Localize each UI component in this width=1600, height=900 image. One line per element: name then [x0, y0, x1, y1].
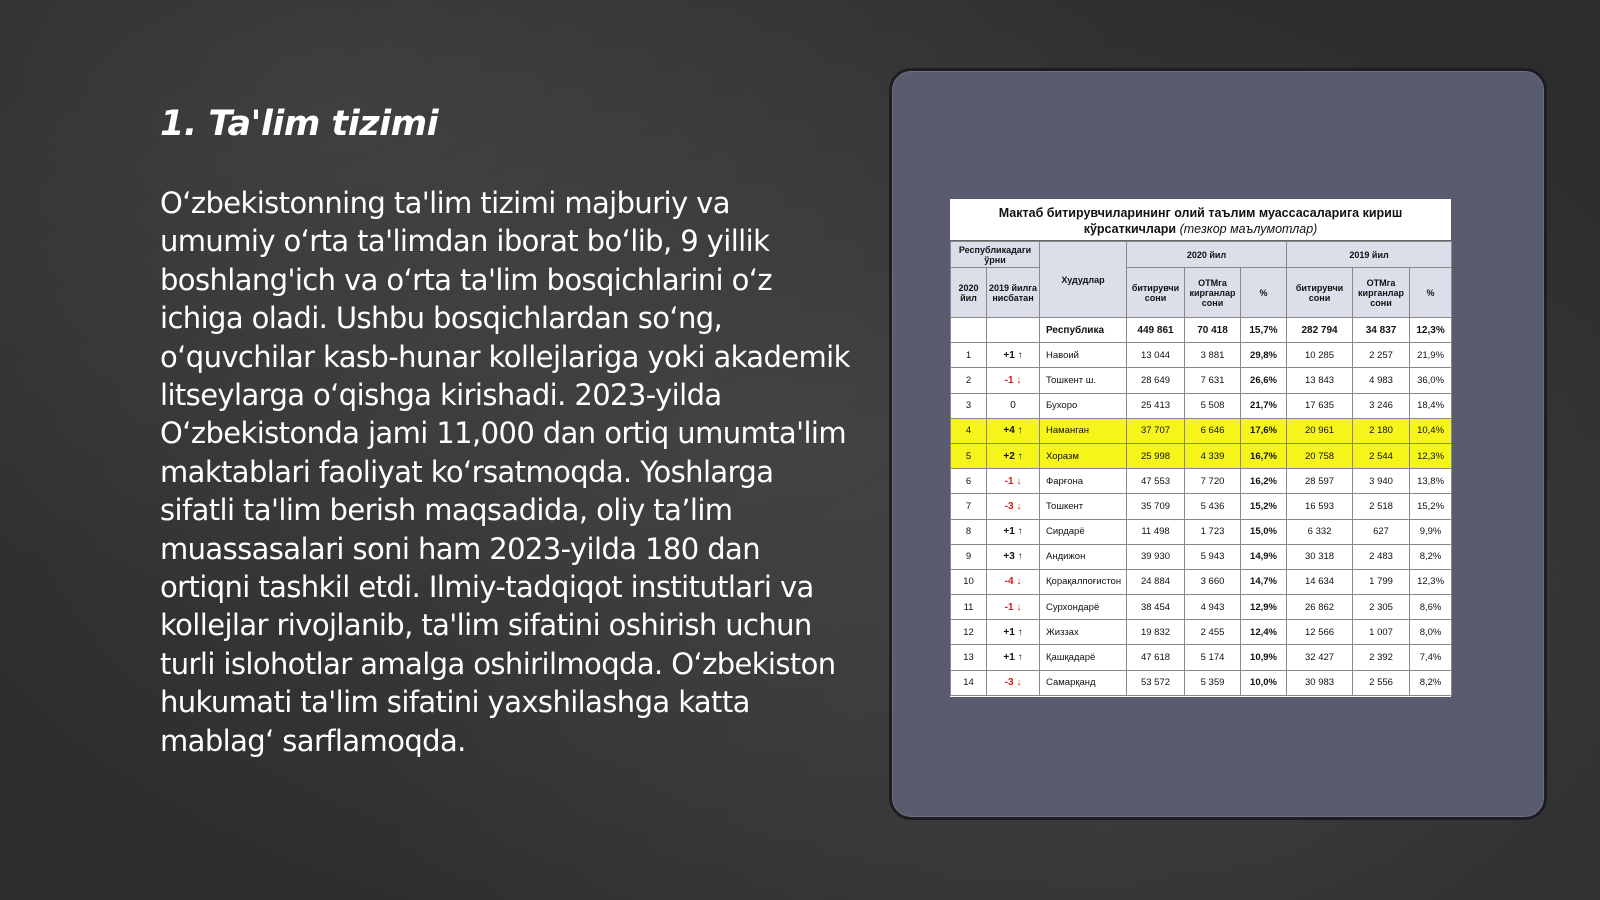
- table-row: [951, 343, 1452, 368]
- table-row: [951, 368, 1452, 393]
- graduates-2019: 13 843: [1287, 368, 1353, 393]
- arrow-down-icon: ↓: [1013, 677, 1022, 689]
- percent-2019: 8,0%: [1410, 620, 1452, 645]
- change-cell: [987, 418, 1040, 443]
- region-cell: Сурхондарё: [1040, 595, 1127, 620]
- entered-2019: 3 246: [1353, 393, 1410, 418]
- table-caption-title: Мактаб битирувчиларининг олий таълим муассасаларига кириш кўрсаткичлари: [998, 206, 1403, 236]
- rank-cell: 14: [951, 670, 987, 695]
- region-cell: Самарқанд: [1040, 670, 1127, 695]
- percent-2019: 15,2%: [1410, 494, 1452, 519]
- change-cell: [987, 494, 1040, 519]
- entered-2020: 2 455: [1185, 620, 1241, 645]
- change-cell: [987, 469, 1040, 494]
- total-rank-cell: [951, 318, 987, 343]
- graduates-2020: 25 998: [1127, 443, 1185, 468]
- region-cell: Фарғона: [1040, 469, 1127, 494]
- change-cell: [987, 645, 1040, 670]
- change-cell: [987, 343, 1040, 368]
- graduates-2020: 47 618: [1127, 645, 1185, 670]
- header-rank-group: Республикадаги ўрни: [951, 242, 1040, 268]
- entered-2019: 2 392: [1353, 645, 1410, 670]
- table-row: [951, 443, 1452, 468]
- rank-change-value: +1: [1003, 349, 1015, 361]
- entered-2020: 7 631: [1185, 368, 1241, 393]
- percent-2019: 10,4%: [1410, 418, 1452, 443]
- rank-change-value: 0: [1010, 400, 1016, 412]
- percent-2019: 9,9%: [1410, 519, 1452, 544]
- change-cell: [987, 670, 1040, 695]
- entered-2019: 4 983: [1353, 368, 1410, 393]
- percent-2020: 21,7%: [1241, 393, 1287, 418]
- table-caption: [950, 199, 1451, 241]
- table-caption-note: (тезкор маълумотлар): [1179, 222, 1318, 236]
- table-body: [951, 318, 1452, 696]
- header-percent-2020: %: [1241, 268, 1287, 318]
- table-row: [951, 645, 1452, 670]
- arrow-down-icon: ↓: [1013, 374, 1022, 386]
- graduates-2020: 39 930: [1127, 544, 1185, 569]
- rank-change-value: +2: [1003, 450, 1015, 462]
- rank-change-value: -3: [1004, 500, 1014, 512]
- region-cell: Сирдарё: [1040, 519, 1127, 544]
- region-cell: Тошкент ш.: [1040, 368, 1127, 393]
- statistics-table: [950, 241, 1452, 696]
- graduates-2019: 14 634: [1287, 569, 1353, 594]
- percent-2020: 10,0%: [1241, 670, 1287, 695]
- percent-2020: 17,6%: [1241, 418, 1287, 443]
- graduates-2020: 53 572: [1127, 670, 1185, 695]
- graduates-2019: 17 635: [1287, 393, 1353, 418]
- region-cell: Тошкент: [1040, 494, 1127, 519]
- entered-2019: 2 180: [1353, 418, 1410, 443]
- percent-2020: 14,7%: [1241, 569, 1287, 594]
- arrow-up-icon: ↑: [1014, 626, 1023, 638]
- change-cell: [987, 443, 1040, 468]
- table-row: [951, 544, 1452, 569]
- entered-2019: 2 483: [1353, 544, 1410, 569]
- rank-cell: 11: [951, 595, 987, 620]
- entered-2020: 4 943: [1185, 595, 1241, 620]
- entered-2019: 2 518: [1353, 494, 1410, 519]
- graduates-2019: 30 983: [1287, 670, 1353, 695]
- percent-2020: 26,6%: [1241, 368, 1287, 393]
- total-percent-2020: 15,7%: [1241, 318, 1287, 343]
- rank-change-value: +3: [1003, 551, 1015, 563]
- graduates-2020: 37 707: [1127, 418, 1185, 443]
- entered-2019: 2 257: [1353, 343, 1410, 368]
- header-graduates-2020: битирувчи сони: [1127, 268, 1185, 318]
- region-cell: Навоий: [1040, 343, 1127, 368]
- rank-cell: 8: [951, 519, 987, 544]
- percent-2020: 15,2%: [1241, 494, 1287, 519]
- slide-body-text: O‘zbekistonning ta'lim tizimi majburiy va umumiy o‘rta ta'limdan iborat bo‘lib, 9 yillik boshlang'ich va o‘rta ta'lim bosqichlarini o‘z ichiga oladi. Ushbu bosqichlardan so‘ng, o‘quvchilar kasb-hunar kollejlariga yoki akademik litseylarga o‘qishga kirishadi. 2023-yilda O‘zbekistonda jami 11,000 dan ortiq umumta'lim maktablari faoliyat ko‘rsatmoqda. Yoshlarga sifatli ta'lim berish maqsadida, oliy ta’lim muassasalari soni ham 2023-yilda 180 dan ortiqni tashkil etdi. Ilmiy-tadqiqot institutlari va kollejlar rivojlanib, ta'lim sifatini oshirish uchun turli islohotlar amalga oshirilmoqda. O‘zbekiston hukumati ta'lim sifatini yaxshilashga katta mablag‘ sarflamoqda.: [160, 186, 850, 758]
- arrow-up-icon: ↑: [1014, 551, 1023, 563]
- header-entered-2019: ОТМга кирганлар сони: [1353, 268, 1410, 318]
- change-cell: [987, 519, 1040, 544]
- arrow-down-icon: ↓: [1013, 500, 1022, 512]
- arrow-up-icon: ↑: [1014, 450, 1023, 462]
- entered-2020: 6 646: [1185, 418, 1241, 443]
- rank-change-value: -1: [1004, 475, 1014, 487]
- table-row: [951, 519, 1452, 544]
- total-entered-2019: 34 837: [1353, 318, 1410, 343]
- entered-2020: 5 359: [1185, 670, 1241, 695]
- rank-cell: 9: [951, 544, 987, 569]
- graduates-2020: 28 649: [1127, 368, 1185, 393]
- arrow-up-icon: ↑: [1014, 425, 1023, 437]
- graduates-2020: 13 044: [1127, 343, 1185, 368]
- percent-2019: 21,9%: [1410, 343, 1452, 368]
- graduates-2020: 35 709: [1127, 494, 1185, 519]
- total-region: Республика: [1040, 318, 1127, 343]
- arrow-down-icon: ↓: [1013, 576, 1022, 588]
- graduates-2020: 19 832: [1127, 620, 1185, 645]
- entered-2020: 1 723: [1185, 519, 1241, 544]
- entered-2020: 3 881: [1185, 343, 1241, 368]
- header-rank-change: 2019 йилга нисбатан: [987, 268, 1040, 318]
- change-cell: [987, 569, 1040, 594]
- percent-2020: 12,9%: [1241, 595, 1287, 620]
- header-rank-2020: 2020 йил: [951, 268, 987, 318]
- rank-change-value: -1: [1004, 374, 1014, 386]
- entered-2019: 2 305: [1353, 595, 1410, 620]
- arrow-up-icon: ↑: [1014, 349, 1023, 361]
- change-cell: [987, 393, 1040, 418]
- arrow-down-icon: ↓: [1013, 601, 1022, 613]
- rank-change-value: +1: [1003, 526, 1015, 538]
- region-cell: Қашқадарё: [1040, 645, 1127, 670]
- graduates-2020: 24 884: [1127, 569, 1185, 594]
- percent-2019: 8,6%: [1410, 595, 1452, 620]
- entered-2020: 3 660: [1185, 569, 1241, 594]
- entered-2020: 5 174: [1185, 645, 1241, 670]
- rank-cell: 12: [951, 620, 987, 645]
- entered-2019: 627: [1353, 519, 1410, 544]
- rank-cell: 10: [951, 569, 987, 594]
- percent-2020: 29,8%: [1241, 343, 1287, 368]
- region-cell: Наманган: [1040, 418, 1127, 443]
- change-cell: [987, 544, 1040, 569]
- percent-2019: 12,3%: [1410, 443, 1452, 468]
- entered-2019: 1 007: [1353, 620, 1410, 645]
- entered-2019: 2 556: [1353, 670, 1410, 695]
- table-row-total: [951, 318, 1452, 343]
- entered-2020: 5 943: [1185, 544, 1241, 569]
- rank-cell: 3: [951, 393, 987, 418]
- entered-2019: 3 940: [1353, 469, 1410, 494]
- rank-cell: 1: [951, 343, 987, 368]
- entered-2020: 5 508: [1185, 393, 1241, 418]
- header-year-2020: 2020 йил: [1127, 242, 1287, 268]
- graduates-2020: 25 413: [1127, 393, 1185, 418]
- percent-2019: 18,4%: [1410, 393, 1452, 418]
- rank-change-value: -3: [1004, 677, 1014, 689]
- arrow-up-icon: ↑: [1014, 526, 1023, 538]
- graduates-2019: 28 597: [1287, 469, 1353, 494]
- rank-cell: 2: [951, 368, 987, 393]
- entered-2020: 5 436: [1185, 494, 1241, 519]
- table-row: [951, 670, 1452, 695]
- table-row: [951, 494, 1452, 519]
- total-percent-2019: 12,3%: [1410, 318, 1452, 343]
- entered-2020: 7 720: [1185, 469, 1241, 494]
- table-row: [951, 418, 1452, 443]
- graduates-2019: 10 285: [1287, 343, 1353, 368]
- entered-2019: 2 544: [1353, 443, 1410, 468]
- graduates-2019: 16 593: [1287, 494, 1353, 519]
- region-cell: Қорақалпоғистон: [1040, 569, 1127, 594]
- graduates-2019: 20 961: [1287, 418, 1353, 443]
- rank-cell: 5: [951, 443, 987, 468]
- table-row: [951, 595, 1452, 620]
- arrow-up-icon: ↑: [1014, 652, 1023, 664]
- total-graduates-2019: 282 794: [1287, 318, 1353, 343]
- graduates-2019: 20 758: [1287, 443, 1353, 468]
- total-entered-2020: 70 418: [1185, 318, 1241, 343]
- percent-2019: 13,8%: [1410, 469, 1452, 494]
- header-year-2019: 2019 йил: [1287, 242, 1452, 268]
- table-row: [951, 620, 1452, 645]
- percent-2019: 36,0%: [1410, 368, 1452, 393]
- graduates-2019: 30 318: [1287, 544, 1353, 569]
- rank-change-value: +4: [1003, 425, 1015, 437]
- entered-2020: 4 339: [1185, 443, 1241, 468]
- entered-2019: 1 799: [1353, 569, 1410, 594]
- region-cell: Хоразм: [1040, 443, 1127, 468]
- header-graduates-2019: битирувчи сони: [1287, 268, 1353, 318]
- change-cell: [987, 595, 1040, 620]
- table-row: [951, 393, 1452, 418]
- percent-2020: 12,4%: [1241, 620, 1287, 645]
- percent-2020: 16,2%: [1241, 469, 1287, 494]
- region-cell: Бухоро: [1040, 393, 1127, 418]
- header-percent-2019: %: [1410, 268, 1452, 318]
- rank-change-value: -4: [1004, 576, 1014, 588]
- table-row: [951, 569, 1452, 594]
- rank-change-value: +1: [1003, 626, 1015, 638]
- percent-2020: 10,9%: [1241, 645, 1287, 670]
- change-cell: [987, 368, 1040, 393]
- graduates-2020: 11 498: [1127, 519, 1185, 544]
- graduates-2019: 26 862: [1287, 595, 1353, 620]
- rank-change-value: -1: [1004, 601, 1014, 613]
- percent-2020: 15,0%: [1241, 519, 1287, 544]
- percent-2019: 7,4%: [1410, 645, 1452, 670]
- graduates-2019: 6 332: [1287, 519, 1353, 544]
- rank-cell: 7: [951, 494, 987, 519]
- rank-cell: 13: [951, 645, 987, 670]
- percent-2019: 8,2%: [1410, 544, 1452, 569]
- percent-2019: 12,3%: [1410, 569, 1452, 594]
- percent-2019: 8,2%: [1410, 670, 1452, 695]
- header-region: Худудлар: [1040, 242, 1127, 318]
- graduates-2020: 38 454: [1127, 595, 1185, 620]
- slide-title: 1. Ta'lim tizimi: [160, 104, 439, 144]
- region-cell: Андижон: [1040, 544, 1127, 569]
- graduates-2019: 32 427: [1287, 645, 1353, 670]
- graduates-2019: 12 566: [1287, 620, 1353, 645]
- region-cell: Жиззах: [1040, 620, 1127, 645]
- statistics-table-image: [950, 199, 1451, 697]
- graduates-2020: 47 553: [1127, 469, 1185, 494]
- arrow-down-icon: ↓: [1013, 475, 1022, 487]
- header-entered-2020: ОТМга кирганлар сони: [1185, 268, 1241, 318]
- rank-cell: 6: [951, 469, 987, 494]
- rank-cell: 4: [951, 418, 987, 443]
- table-row: [951, 469, 1452, 494]
- total-change-cell: [987, 318, 1040, 343]
- rank-change-value: +1: [1003, 652, 1015, 664]
- change-cell: [987, 620, 1040, 645]
- total-graduates-2020: 449 861: [1127, 318, 1185, 343]
- percent-2020: 16,7%: [1241, 443, 1287, 468]
- percent-2020: 14,9%: [1241, 544, 1287, 569]
